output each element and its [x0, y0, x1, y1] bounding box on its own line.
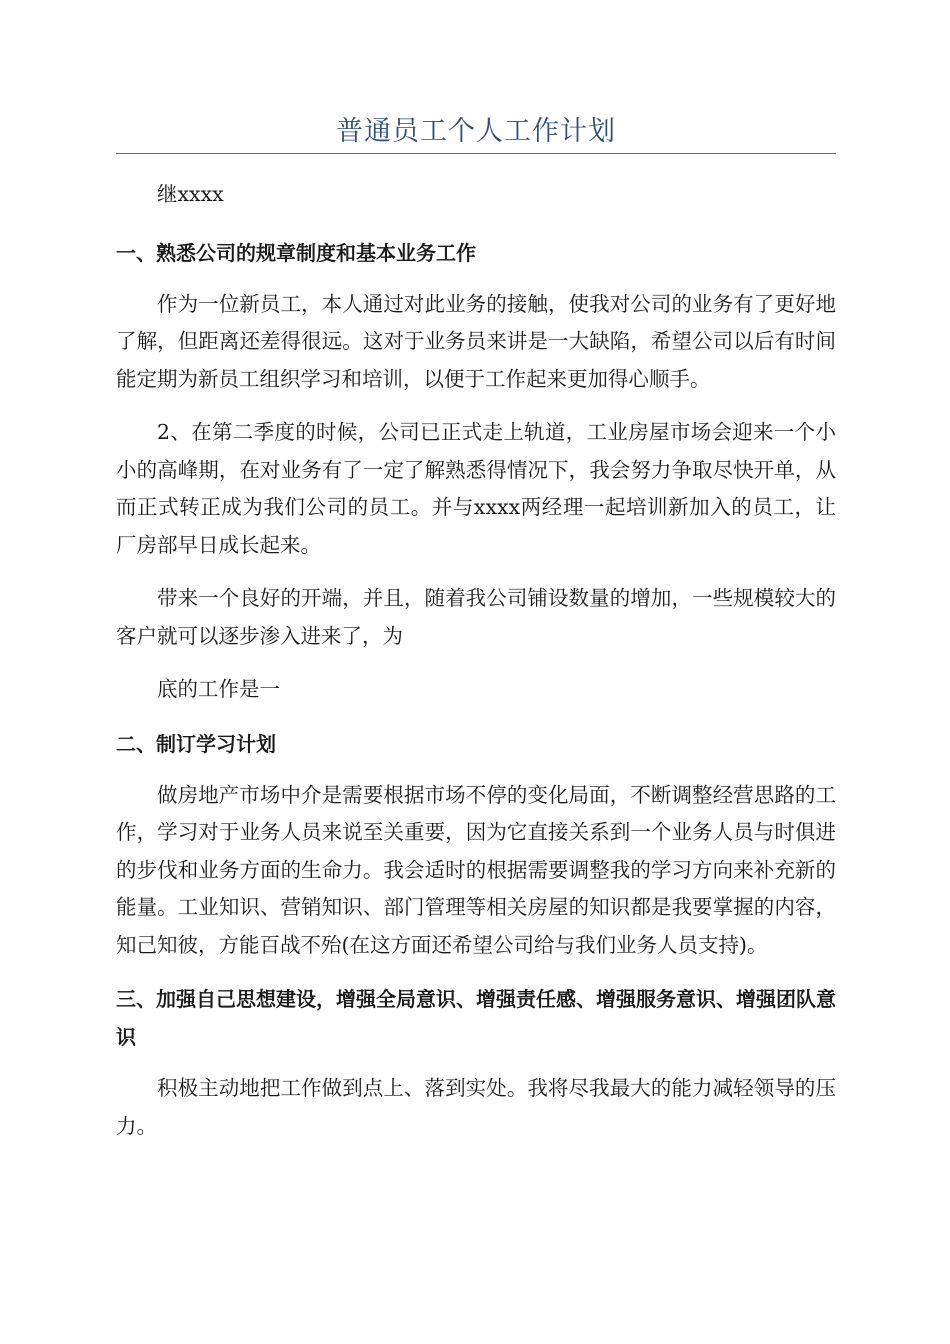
- document-page: [116, 0, 836, 1344]
- paragraph: 积极主动地把工作做到点上、落到实处。我将尽我最大的能力减轻领导的压力。: [116, 1076, 836, 1138]
- section-1: [116, 234, 836, 709]
- page-title: 普通员工个人工作计划: [336, 116, 616, 147]
- title-underline: [116, 153, 836, 154]
- paragraph: 作为一位新员工，本人通过对此业务的接触，使我对公司的业务有了更好地了解，但距离还差得很远。这对于业务员来讲是一大缺陷，希望公司以后有时间能定期为新员工组织学习和培训，以便于工作起来更加得心顺手。: [116, 291, 836, 391]
- document-body: [116, 176, 836, 1161]
- section-3: [116, 980, 836, 1145]
- paragraph: 带来一个良好的开端，并且，随着我公司铺设数量的增加，一些规模较大的客户就可以逐步渗入进来了，为: [116, 586, 836, 648]
- section-heading: 二、制订学习计划: [116, 731, 276, 756]
- section-heading: 一、熟悉公司的规章制度和基本业务工作: [116, 240, 476, 265]
- intro-paragraph: 继xxxx: [157, 182, 224, 206]
- paragraph: 2、在第二季度的时候，公司已正式走上轨道，工业房屋市场会迎来一个小小的高峰期，在对业务有了一定了解熟悉得情况下，我会努力争取尽快开单，从而正式转正成为我们公司的员工。并与xxxx两经理一起培训新加入的员工，让厂房部早日成长起来。: [116, 420, 836, 557]
- section-heading: 三、加强自己思想建设，增强全局意识、增强责任感、增强服务意识、增强团队意识: [116, 987, 836, 1049]
- paragraph: 底的工作是一: [157, 677, 280, 701]
- paragraph: 做房地产市场中介是需要根据市场不停的变化局面，不断调整经营思路的工作，学习对于业务人员来说至关重要，因为它直接关系到一个业务人员与时俱进的步伐和业务方面的生命力。我会适时的根据需要调整我的学习方向来补充新的能量。工业知识、营销知识、部门管理等相关房屋的知识都是我要掌握的内容，知己知彼，方能百战不殆(在这方面还希望公司给与我们业务人员支持)。: [116, 782, 836, 957]
- section-2: [116, 725, 836, 965]
